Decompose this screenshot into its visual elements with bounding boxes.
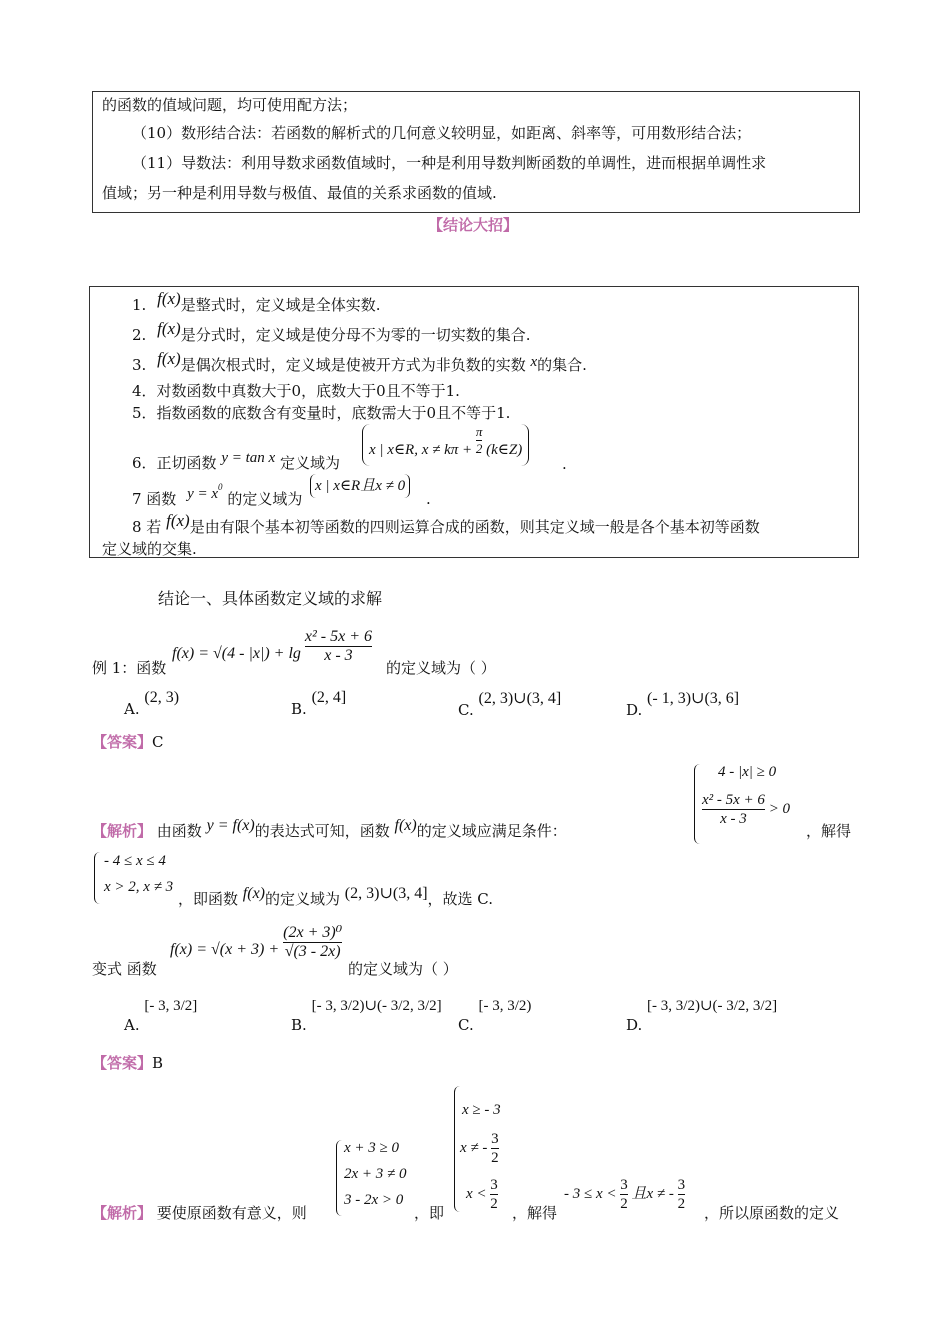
rule-7-func: y = x	[187, 486, 219, 502]
conclusion-pre: ，即函数	[178, 890, 239, 908]
analysis-mid: 的表达式可知，函数	[254, 822, 390, 840]
rule-6-set	[362, 424, 529, 466]
analysis-fx: f(x)	[394, 817, 417, 834]
answer-tag: 【答案】	[92, 1054, 153, 1072]
rule-8-text: 是由有限个基本初等函数的四则运算合成的函数，则其定义域一般是各个基本初等函数	[189, 518, 760, 536]
option-label: C.	[458, 701, 474, 719]
variant-option-a[interactable]	[124, 996, 198, 1034]
row-b-text: x ≠ -	[460, 1139, 488, 1156]
variant-mid: ，即	[414, 1204, 445, 1222]
variant-label: 变式 函数	[92, 960, 157, 978]
example-1-frac-den: x - 3	[305, 646, 372, 665]
analysis-tag: 【解析】	[92, 1204, 153, 1222]
variant-system-1-row-b: 2x + 3 ≠ 0	[344, 1166, 407, 1182]
rule-6-set-end: (k∈Z)	[486, 441, 523, 458]
range-frac-2	[678, 1176, 686, 1213]
variant-range	[564, 1176, 685, 1213]
rule-1-num: 1.	[132, 296, 147, 314]
variant-system-2-row-a: x ≥ - 3	[462, 1102, 501, 1118]
variant-solve: ，解得	[512, 1204, 558, 1222]
variant-fx: f(x) = √(x + 3) +	[170, 941, 280, 959]
box-line-3: （11）导数法：利用导数求函数值域时，一种是利用导数判断函数的单调性，进而根据单调性求	[132, 154, 767, 172]
example-1-conclusion	[178, 885, 493, 909]
variant-func	[170, 924, 342, 961]
rule-8-line2: 定义域的交集.	[102, 540, 197, 558]
option-value: [- 3, 3/2)∪(- 3/2, 3/2]	[647, 998, 778, 1014]
example-1-analysis	[92, 817, 567, 841]
range-frac-1-den: 2	[620, 1196, 628, 1212]
option-value: (- 1, 3)∪(3, 6]	[647, 690, 740, 707]
row-b-frac	[491, 1130, 499, 1167]
example-1-frac-num: x² - 5x + 6	[304, 628, 373, 645]
variant-system-1-row-a: x + 3 ≥ 0	[344, 1140, 400, 1156]
system-1-rel: > 0	[768, 800, 791, 817]
rule-1	[132, 289, 381, 315]
rule-6	[132, 452, 340, 473]
variant-option-d[interactable]	[626, 996, 778, 1034]
row-c-frac-den: 2	[490, 1196, 498, 1212]
example-1-solve: ，解得	[806, 822, 852, 840]
analysis-func: y = f(x)	[206, 817, 255, 834]
system-1-brace	[694, 764, 701, 844]
rule-3-num: 3.	[132, 356, 147, 374]
rule-4: 4．对数函数中真数大于0，底数大于0且不等于1.	[132, 382, 460, 400]
example-1-tail: 的定义域为（ ）	[386, 659, 496, 677]
rule-7-dot: .	[426, 490, 431, 508]
row-b-frac-den: 2	[491, 1150, 499, 1166]
rule-6-mid: 定义域为	[279, 454, 340, 472]
example-1-option-a[interactable]	[124, 688, 180, 718]
box-line-2: （10）数形结合法：若函数的解析式的几何意义较明显，如距离、斜率等，可用数形结合法；	[132, 124, 752, 142]
rule-7-mid: 的定义域为	[227, 490, 303, 508]
row-c-text: x <	[466, 1185, 487, 1202]
range-frac-2-num: 3	[677, 1177, 686, 1193]
answer-value: C	[152, 733, 164, 751]
analysis-pre: 由函数	[156, 822, 202, 840]
conclusion-end: ，故选 C.	[427, 890, 493, 908]
rule-1-text: 是整式时，定义域是全体实数.	[180, 296, 381, 314]
rule-6-frac-den: 2	[475, 441, 483, 456]
option-label: A.	[124, 1016, 140, 1034]
variant-system-2-row-b	[460, 1130, 499, 1167]
rule-6-func: y = tan x	[221, 450, 276, 466]
option-label: B.	[291, 1016, 307, 1034]
system-2-row-a: - 4 ≤ x ≤ 4	[104, 853, 166, 869]
example-1-option-d[interactable]	[626, 688, 740, 719]
conclusion-fx: f(x)	[242, 885, 265, 902]
variant-system-1-brace	[336, 1140, 343, 1216]
variant-frac-num: (2x + 3)⁰	[283, 924, 343, 941]
system-1-frac-num: x² - 5x + 6	[702, 792, 765, 808]
option-value: [- 3, 3/2]	[144, 998, 198, 1014]
variant-conclusion: ，所以原函数的定义	[704, 1204, 840, 1222]
variant-frac	[283, 924, 342, 961]
system-1-frac	[702, 791, 765, 828]
rule-7-pre: 7 函数	[132, 490, 177, 508]
rule-7-set: x | x∈R且x ≠ 0	[310, 474, 410, 498]
variant-tail: 的定义域为（ ）	[348, 960, 458, 978]
rule-3-fx: f(x)	[157, 349, 181, 368]
answer-value: B	[152, 1054, 164, 1072]
rule-6-frac-num: π	[475, 424, 483, 439]
rule-3	[132, 349, 587, 375]
rule-3-var: x	[530, 354, 538, 370]
variant-option-b[interactable]	[291, 996, 442, 1034]
option-label: A.	[124, 700, 140, 718]
range-a: - 3 ≤ x <	[564, 1185, 617, 1202]
rule-2-text: 是分式时，定义域是使分母不为零的一切实数的集合.	[180, 326, 531, 344]
option-value: (2, 3)∪(3, 4]	[478, 690, 562, 707]
rule-6-set-main: x | x∈R, x ≠ kπ +	[369, 441, 473, 458]
row-b-frac-num: 3	[491, 1131, 499, 1147]
row-c-frac	[490, 1176, 498, 1213]
option-value: [- 3, 3/2)	[478, 998, 532, 1014]
rule-7	[132, 482, 303, 509]
option-label: D.	[626, 1016, 643, 1034]
answer-tag: 【答案】	[92, 733, 153, 751]
system-1-row-a: 4 - |x| ≥ 0	[718, 764, 777, 780]
conclusion-set: (2, 3)∪(3, 4]	[344, 885, 428, 902]
system-1-row-b	[702, 791, 790, 828]
box-line-1: 的函数的值域问题，均可使用配方法；	[102, 96, 358, 114]
analysis-tag: 【解析】	[92, 822, 153, 840]
rule-3-end: 的集合.	[537, 356, 587, 374]
variant-option-c[interactable]	[458, 996, 532, 1034]
option-label: D.	[626, 701, 643, 719]
rule-3-text: 是偶次根式时，定义域是使被开方式为非负数的实数	[180, 356, 526, 374]
option-label: C.	[458, 1016, 474, 1034]
variant-answer	[92, 1052, 163, 1073]
option-value: [- 3, 3/2)∪(- 3/2, 3/2]	[311, 998, 442, 1014]
system-2-brace	[94, 852, 101, 904]
rule-1-fx: f(x)	[157, 289, 181, 308]
example-1-label: 例 1：函数	[92, 659, 167, 677]
variant-system-1-row-c: 3 - 2x > 0	[344, 1192, 404, 1208]
rule-6-dot: .	[562, 455, 567, 473]
rule-2	[132, 319, 531, 345]
heading-conclusion-1: 结论一、具体函数定义域的求解	[158, 589, 383, 608]
rule-7-exp: 0	[218, 482, 223, 492]
range-frac-1-num: 3	[620, 1177, 628, 1193]
option-label: B.	[291, 700, 307, 718]
variant-analysis	[92, 1202, 307, 1223]
variant-system-2-row-c	[466, 1176, 498, 1213]
analysis-pre: 要使原函数有意义，则	[156, 1204, 307, 1222]
row-c-frac-num: 3	[490, 1177, 498, 1193]
system-2-row-b: x > 2, x ≠ 3	[104, 879, 174, 895]
rule-2-fx: f(x)	[157, 319, 181, 338]
rule-6-pre: 6．正切函数	[132, 454, 217, 472]
example-1-option-c[interactable]	[458, 688, 562, 719]
variant-frac-den: √(3 - 2x)	[284, 943, 341, 960]
rule-5: 5．指数函数的底数含有变量时，底数需大于0且不等于1.	[132, 404, 511, 422]
range-frac-2-den: 2	[677, 1196, 686, 1212]
example-1-option-b[interactable]	[291, 688, 347, 718]
rule-8-pre: 8 若	[132, 518, 162, 536]
example-1-frac	[305, 628, 372, 665]
example-1-func	[172, 628, 372, 665]
option-value: (2, 4]	[311, 689, 347, 706]
box-line-4: 值域；另一种是利用导数与极值、最值的关系求函数的值域.	[102, 184, 497, 202]
example-1-answer	[92, 731, 164, 752]
rule-8-fx: f(x)	[166, 511, 190, 530]
range-b: 且x ≠ -	[631, 1185, 674, 1202]
system-1-frac-den: x - 3	[702, 809, 765, 828]
example-1-fx: f(x) = √(4 - |x|) + lg	[172, 645, 301, 663]
section-title: 【结论大招】	[428, 216, 519, 234]
analysis-cond: 的定义域应满足条件：	[416, 822, 567, 840]
range-frac-1	[620, 1176, 628, 1213]
conclusion-mid: 的定义域为	[265, 890, 341, 908]
rule-6-frac	[476, 424, 483, 457]
rule-8	[132, 511, 760, 537]
option-value: (2, 3)	[144, 689, 180, 706]
rule-2-num: 2.	[132, 326, 147, 344]
